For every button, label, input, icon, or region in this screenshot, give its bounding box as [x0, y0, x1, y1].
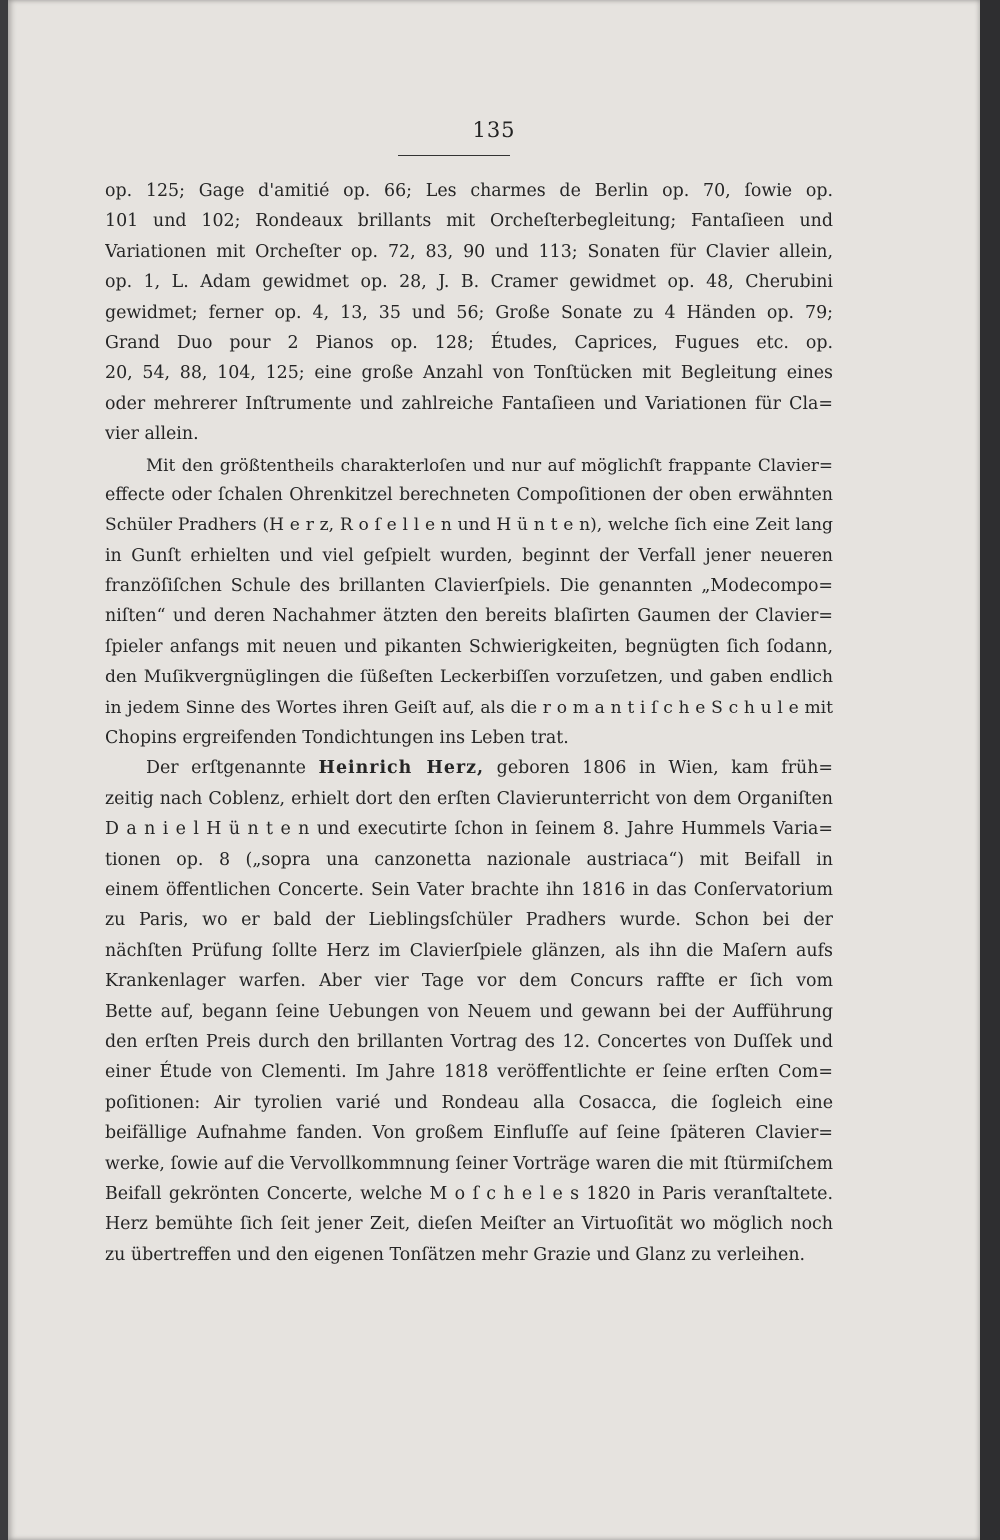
- text-line: effecte oder ſchalen Ohrenkitzel berechneten Compoſitionen der oben erwähnten: [105, 484, 833, 505]
- person-name-bold: Heinrich Herz,: [318, 758, 485, 779]
- header-rule: [398, 155, 510, 156]
- text-line: zu Paris, wo er bald der Lieblingsſchüler Pradhers wurde. Schon bei der: [105, 910, 833, 931]
- text-line: werke, ſowie auf die Vervollkommnung ſeiner Vorträge waren die mit ſtürmiſchem: [105, 1153, 833, 1174]
- text-line: Variationen mit Orcheſter op. 72, 83, 90 und 113; Sonaten für Clavier allein,: [105, 241, 833, 262]
- scan-left-edge: [0, 0, 8, 1540]
- text-line: beifällige Aufnahme fanden. Von großem Einfluſſe auf ſeine ſpäteren Clavier=: [105, 1123, 833, 1144]
- text-line: D a n i e l H ü n t e n und executirte ſchon in ſeinem 8. Jahre Hummels Varia=: [105, 819, 833, 840]
- text-line: zeitig nach Coblenz, erhielt dort den erſten Clavierunterricht von dem Organiſten: [105, 788, 833, 809]
- text-line: niſten“ und deren Nachahmer ätzten den bereits blaſirten Gaumen der Clavier=: [105, 606, 833, 627]
- text-line: Herz bemühte ſich ſeit jener Zeit, dieſen Meiſter an Virtuoſität wo möglich noch: [105, 1214, 833, 1235]
- text-line: Chopins ergreifenden Tondichtungen ins Leben trat.: [105, 728, 569, 749]
- text-line: poſitionen: Air tyrolien varié und Rondeau alla Cosacca, die ſogleich eine: [105, 1092, 833, 1113]
- text-line: 101 und 102; Rondeaux brillants mit Orcheſterbegleitung; Fantaſieen und: [105, 211, 833, 232]
- text-line: op. 1, L. Adam gewidmet op. 28, J. B. Cramer gewidmet op. 48, Cherubini: [105, 272, 833, 293]
- body-text: [105, 176, 833, 1270]
- text-line: Bette auf, begann ſeine Uebungen von Neuem und gewann bei der Aufführung: [105, 1001, 833, 1022]
- text-line: einem öffentlichen Concerte. Sein Vater brachte ihn 1816 in das Conſervatorium: [105, 879, 833, 900]
- text-line: den Muſikvergnüglingen die ſüßeſten Leckerbiſſen vorzuſetzen, und gaben endlich: [105, 667, 833, 688]
- text-run: Der erſtgenannte: [146, 758, 319, 779]
- text-line: oder mehrerer Inſtrumente und zahlreiche Fantaſieen und Variationen für Cla=: [105, 393, 833, 414]
- text-line: zu übertreffen und den eigenen Tonſätzen mehr Grazie und Glanz zu verleihen.: [105, 1244, 806, 1265]
- text-line: Beifall gekrönten Concerte, welche M o ſ c h e l e s 1820 in Paris veranſtaltete.: [105, 1183, 833, 1204]
- scan-right-edge: [980, 0, 1000, 1540]
- text-line: gewidmet; ferner op. 4, 13, 35 und 56; Große Sonate zu 4 Händen op. 79;: [105, 302, 833, 323]
- page-number: 135: [472, 118, 516, 142]
- text-line: tionen op. 8 („sopra una canzonetta nazionale austriaca“) mit Beifall in: [105, 849, 833, 870]
- text-line: den erſten Preis durch den brillanten Vortrag des 12. Concertes von Duſſek und: [105, 1031, 833, 1052]
- text-line: 20, 54, 88, 104, 125; eine große Anzahl von Tonſtücken mit Begleitung eines: [105, 363, 833, 384]
- text-line: Krankenlager warfen. Aber vier Tage vor dem Concurs raffte er ſich vom: [105, 971, 833, 992]
- text-line: einer Étude von Clementi. Im Jahre 1818 veröffentlichte er ſeine erſten Com=: [105, 1062, 833, 1083]
- book-page: [8, 0, 980, 1540]
- text-line-first: [105, 753, 833, 783]
- text-line: op. 125; Gage d'amitié op. 66; Les charmes de Berlin op. 70, ſowie op.: [105, 181, 833, 201]
- text-line: Schüler Pradhers (H e r z, R o ſ e l l e n und H ü n t e n), welche ſich eine Zeit lang: [105, 515, 833, 536]
- text-line: nächſten Prüfung ſollte Herz im Clavierſpiele glänzen, als ihn die Maſern aufs: [105, 940, 833, 961]
- text-line: in jedem Sinne des Wortes ihren Geiſt auf, als die r o m a n t i ſ c h e S c h u l e mit: [105, 697, 833, 718]
- text-line: franzöſiſchen Schule des brillanten Clavierſpiels. Die genannten „Modecompo=: [105, 576, 833, 597]
- text-line: Grand Duo pour 2 Pianos op. 128; Études, Caprices, Fugues etc. op.: [105, 332, 833, 353]
- text-run: geboren 1806 in Wien, kam früh=: [484, 758, 833, 779]
- text-line: Mit den größtentheils charakterloſen und nur auf möglichſt frappante Clavier=: [146, 454, 833, 475]
- text-line: vier allein.: [105, 424, 199, 445]
- text-line: ſpieler anfangs mit neuen und pikanten Schwierigkeiten, begnügten ſich ſodann,: [105, 636, 833, 657]
- text-line: in Gunſt erhielten und viel geſpielt wurden, beginnt der Verfall jener neueren: [105, 545, 833, 566]
